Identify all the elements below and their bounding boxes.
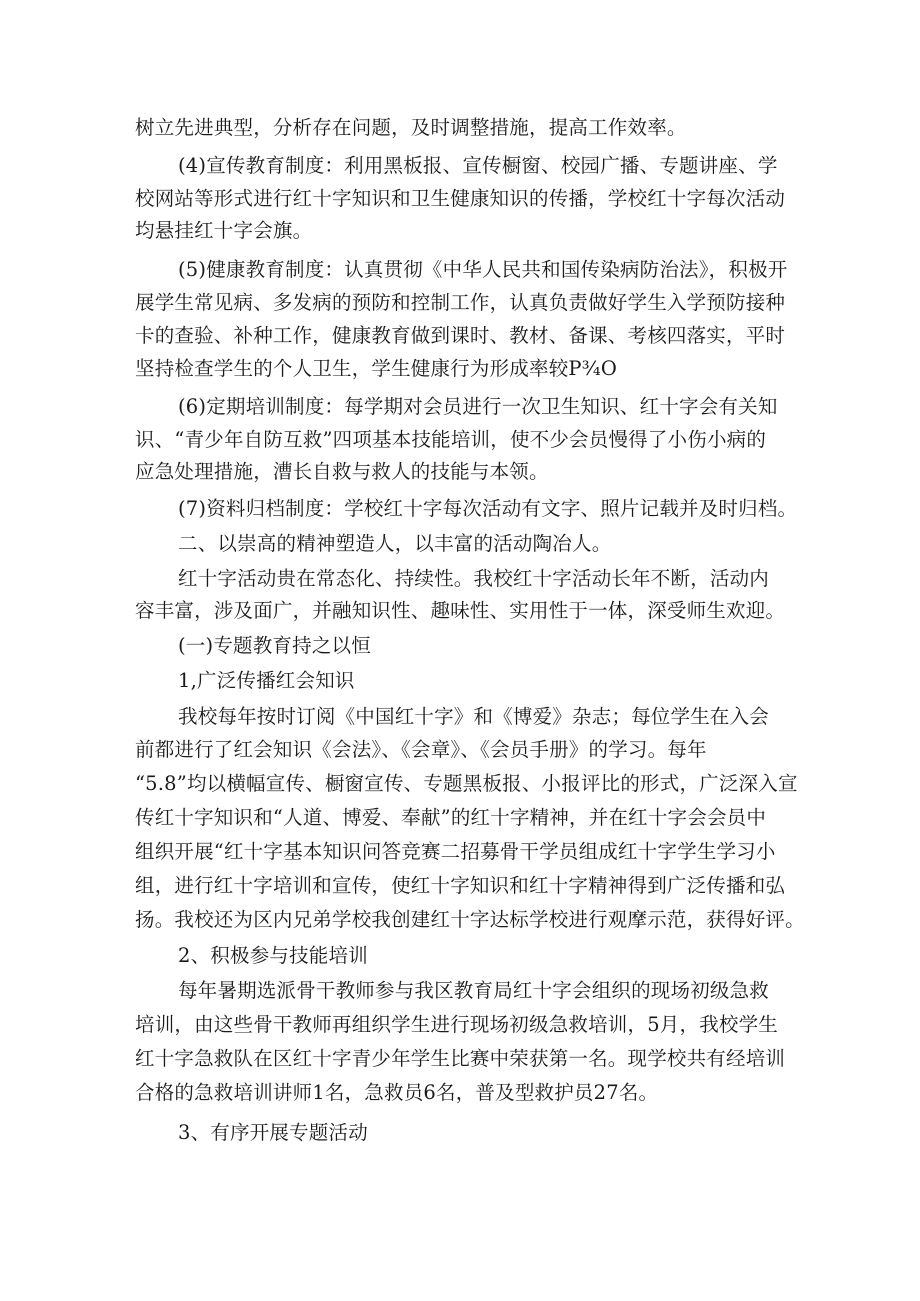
text-line: 红十字活动贵在常态化、持续性。我校红十字活动长年不断，活动内 xyxy=(178,567,770,590)
text-line: (4)宣传教育制度：利用黑板报、宣传橱窗、校园广播、专题讲座、学 xyxy=(178,154,778,177)
text-line: (6)定期培训制度：每学期对会员进行一次卫生知识、红十字会有关知 xyxy=(178,395,778,418)
text-line: 组，进行红十字培训和宣传，使红十字知识和红十字精神得到广泛传播和弘 xyxy=(135,874,786,897)
subsection-heading: 2、积极参与技能培训 xyxy=(178,944,368,967)
text-line: 展学生常见病、多发病的预防和控制工作，认真负责做好学生入学预防接种 xyxy=(135,291,786,314)
text-line: 容丰富，涉及面广，并融知识性、趣味性、实用性于一体，深受师生欢迎。 xyxy=(135,599,786,622)
section-heading: 二、以崇高的精神塑造人，以丰富的活动陶冶人。 xyxy=(178,532,612,555)
subsection-heading: 3、有序开展专题活动 xyxy=(178,1121,368,1144)
text-line: 我校每年按时订阅《中国红十字》和《博爱》杂志；每位学生在入会 xyxy=(178,705,770,728)
text-line: 组织开展“红十字基本知识问答竞赛二招募骨干学员组成红十字学生学习小 xyxy=(135,840,776,863)
text-line: 识、“青少年自防互救”四项基本技能培训，使不少会员慢得了小伤小病的 xyxy=(135,428,767,451)
text-line: 校网站等形式进行红十字知识和卫生健康知识的传播，学校红十字每次活动 xyxy=(135,187,786,210)
text-line: 传红十字知识和“人道、博爱、奉献”的红十字精神，并在红十字会会员中 xyxy=(135,806,767,829)
text-line: 扬。我校还为区内兄弟学校我创建红十字达标学校进行观摩示范，获得好评。 xyxy=(135,908,805,931)
text-line: 每年暑期选派骨干教师参与我区教育局红十字会组织的现场初级急救 xyxy=(178,979,770,1002)
text-line: “5.8”均以横幅宣传、橱窗宣传、专题黑板报、小报评比的形式，广泛深入宣 xyxy=(135,772,798,795)
subsection-heading: 1,广泛传播红会知识 xyxy=(178,669,355,692)
text-line: 坚持检查学生的个人卫生，学生健康行为形成率较P¾O xyxy=(135,357,618,380)
text-line: (5)健康教育制度：认真贯彻《中华人民共和国传染病防治法》，积极开 xyxy=(178,258,788,281)
text-line: 均悬挂红十字会旗。 xyxy=(135,219,313,242)
text-line: 红十字急救队在区红十字青少年学生比赛中荣获第一名。现学校共有经培训 xyxy=(135,1047,786,1070)
text-line: (7)资料归档制度：学校红十字每次活动有文字、照片记载并及时归档。 xyxy=(178,497,798,520)
text-line: 培训，由这些骨干教师再组织学生进行现场初级急救培训，5月，我校学生 xyxy=(135,1013,779,1036)
text-line: 树立先进典型，分析存在问题，及时调整措施，提高工作效率。 xyxy=(135,116,687,139)
text-line: 合格的急救培训讲师1名，急救员6名，普及型救护员27名。 xyxy=(135,1081,659,1104)
text-line: 卡的查验、补种工作，健康教育做到课时、教材、备课、考核四落实，平时 xyxy=(135,324,786,347)
text-line: 前都进行了红会知识《会法》、《会章》、《会员手册》的学习。每年 xyxy=(135,738,707,761)
text-line: 应急处理措施，漕长自救与救人的技能与本领。 xyxy=(135,460,549,483)
subsection-heading: (一)专题教育持之以恒 xyxy=(178,634,371,657)
